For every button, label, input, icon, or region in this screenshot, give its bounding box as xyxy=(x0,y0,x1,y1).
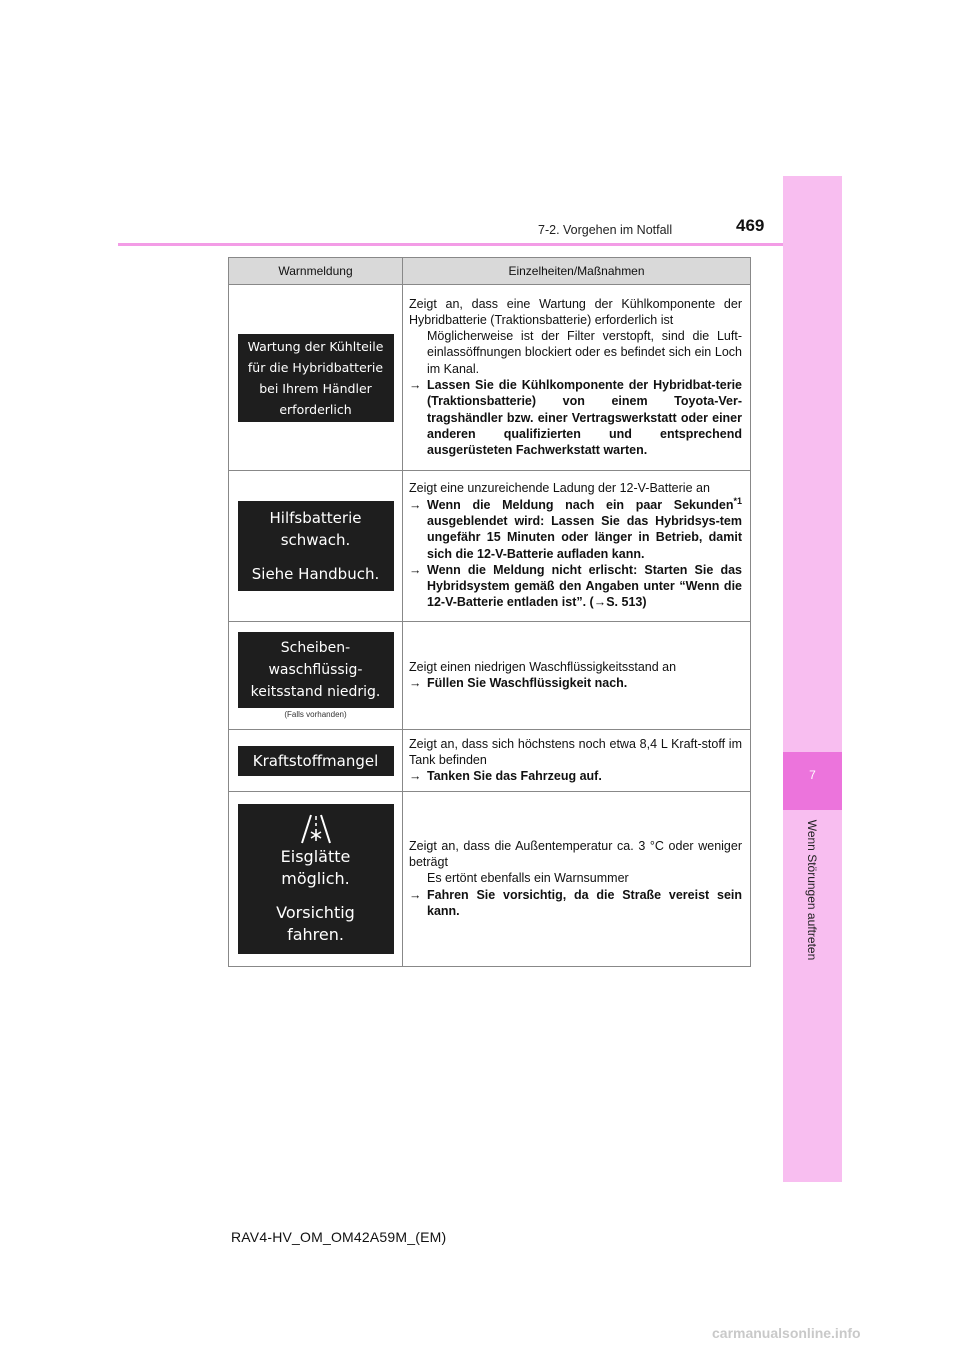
action-step: → Lassen Sie die Kühlkomponente der Hybridbat-terie (Traktionsbatterie) von einem Toyota-Ver-tragshändler bzw. einer Vertragswerkstatt oder einer anderen qualifizierten und entsprechend ausgerüsteten Fachwerkstatt warten. xyxy=(409,378,742,458)
arrow-icon: → xyxy=(409,497,422,512)
description: Zeigt an, dass sich höchstens noch etwa 8,4 L Kraft-stoff im Tank befinden xyxy=(409,736,742,767)
arrow-icon: → xyxy=(593,595,607,610)
arrow-icon: → xyxy=(409,676,422,690)
warning-display: Wartung der Kühlteile für die Hybridbatterie bei Ihrem Händler erforderlich xyxy=(238,334,394,422)
note: Möglicherweise ist der Filter verstopft, sind die Luft-einlassöffnungen blockiert oder es befindet sich ein Loch im Kanal. xyxy=(427,329,742,376)
page-number: 469 xyxy=(736,216,765,235)
description: Zeigt einen niedrigen Waschflüssigkeitsstand an xyxy=(409,659,677,674)
table-row xyxy=(229,792,751,967)
description: Zeigt an, dass eine Wartung der Kühlkomponente der Hybridbatterie (Traktionsbatterie) erforderlich ist xyxy=(409,296,742,327)
chapter-title: Wenn Störungen auftreten xyxy=(805,819,819,961)
action-step: → Füllen Sie Waschflüssigkeit nach. xyxy=(409,676,628,690)
icy-road-icon xyxy=(299,812,333,846)
note: Es ertönt ebenfalls ein Warnsummer xyxy=(427,871,629,886)
warning-display: Scheiben- waschflüssig- keitsstand niedrig. xyxy=(238,632,394,708)
document-code: RAV4-HV_OM_OM42A59M_(EM) xyxy=(231,1229,447,1245)
table-row xyxy=(229,622,751,730)
section-title: 7-2. Vorgehen im Notfall xyxy=(538,223,673,237)
action-step: → Fahren Sie vorsichtig, da die Straße vereist sein kann. xyxy=(409,887,742,918)
arrow-icon: → xyxy=(409,378,422,392)
column-header-message: Warnmeldung xyxy=(229,258,403,285)
action-step: → Tanken Sie das Fahrzeug auf. xyxy=(409,769,602,784)
table-row xyxy=(229,285,751,471)
column-header-details: Einzelheiten/Maßnahmen xyxy=(403,258,751,285)
watermark: carmanualsonline.info xyxy=(712,1325,861,1341)
header-rule xyxy=(118,243,783,246)
chapter-number: 7 xyxy=(809,768,816,782)
action-step: → Wenn die Meldung nach ein paar Sekunden$^{*1}$ ausgeblendet wird: Lassen Sie das Hybridsys-tem ungefähr 15 Minuten oder länger in Betrieb, damit sich die 12-V-Batterie aufladen kann. xyxy=(409,495,742,561)
description: Zeigt eine unzureichende Ladung der 12-V-Batterie an xyxy=(409,481,710,496)
chapter-side-tab xyxy=(783,176,842,1182)
warning-display: Hilfsbatterie schwach. Siehe Handbuch. xyxy=(238,501,394,591)
description: Zeigt an, dass die Außentemperatur ca. 3 °C oder weniger beträgt xyxy=(409,838,742,870)
arrow-icon: → xyxy=(409,887,422,902)
availability-caption: (Falls vorhanden) xyxy=(284,710,347,719)
table-row xyxy=(229,730,751,792)
action-step: → Wenn die Meldung nicht erlischt: Starten Sie das Hybridsystem gemäß den Angaben unter “Wenn die 12-V-Batterie entladen ist”. (→S. 513) xyxy=(409,562,742,610)
arrow-icon: → xyxy=(409,769,422,784)
table-row xyxy=(229,471,751,622)
warning-display: Kraftstoffmangel xyxy=(238,746,394,776)
arrow-icon: → xyxy=(409,562,422,577)
table-header-row xyxy=(229,258,751,285)
page-reference-link[interactable]: S. 513) xyxy=(606,595,647,610)
warning-table xyxy=(228,257,751,967)
warning-display: Eisglätte möglich. Vorsichtig fahren. xyxy=(238,804,394,954)
